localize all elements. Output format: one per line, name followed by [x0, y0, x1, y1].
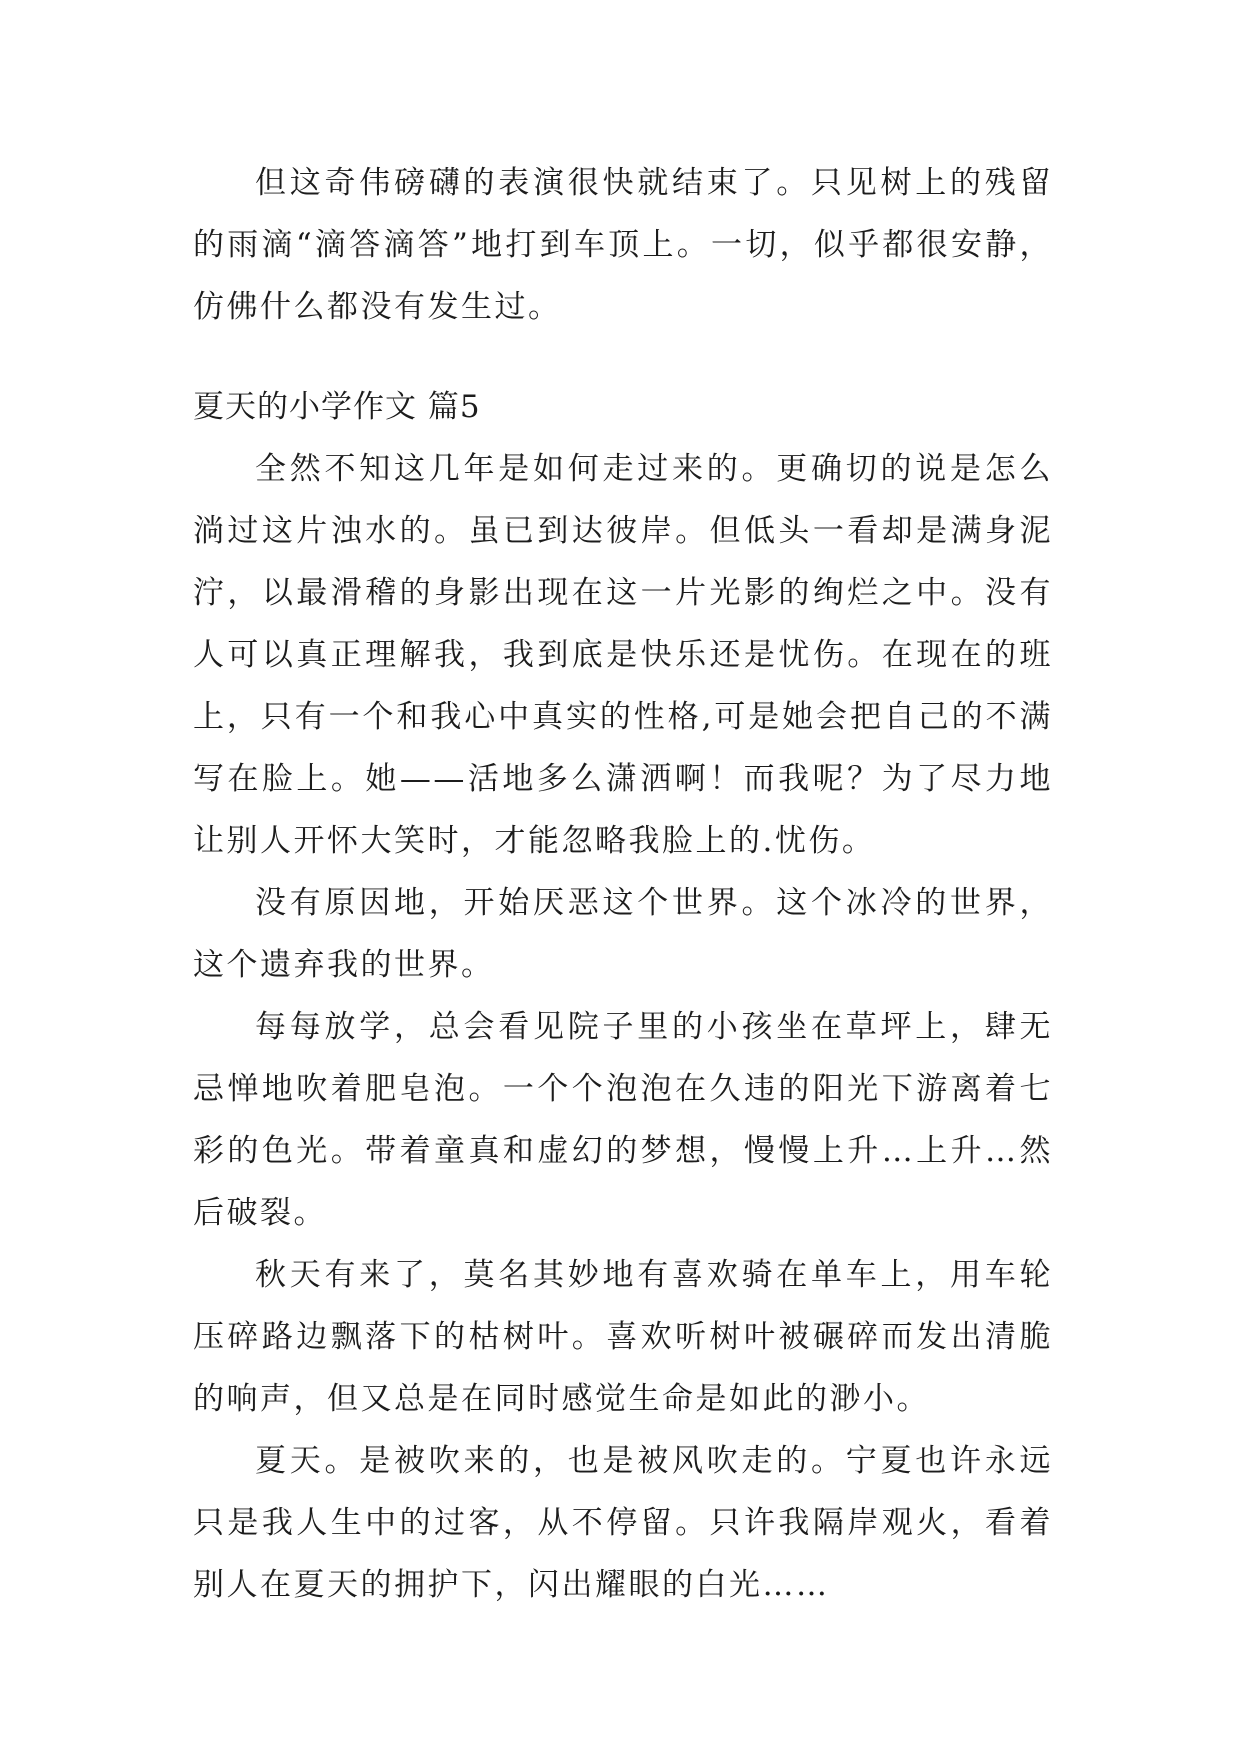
body-paragraph-5: 夏天。是被吹来的，也是被风吹走的。宁夏也许永远只是我人生中的过客，从不停留。只许我隔岸观火，看着别人在夏天的拥护下，闪出耀眼的白光…… [193, 1443, 1053, 1603]
body-paragraph-2: 没有原因地，开始厌恶这个世界。这个冰冷的世界，这个遗弃我的世界。 [193, 885, 1053, 983]
section-title: 夏天的小学作文 篇5 [193, 389, 481, 425]
document-body [193, 152, 1053, 1616]
body-paragraph-3: 每每放学，总会看见院子里的小孩坐在草坪上，肆无忌惮地吹着肥皂泡。一个个泡泡在久违的阳光下游离着七彩的色光。带着童真和虚幻的梦想，慢慢上升…上升…然后破裂。 [193, 1009, 1053, 1231]
intro-paragraph: 但这奇伟磅礴的表演很快就结束了。只见树上的残留的雨滴“滴答滴答”地打到车顶上。一切，似乎都很安静，仿佛什么都没有发生过。 [193, 165, 1053, 325]
body-paragraph-1: 全然不知这几年是如何走过来的。更确切的说是怎么淌过这片浊水的。虽已到达彼岸。但低头一看却是满身泥泞，以最滑稽的身影出现在这一片光影的绚烂之中。没有人可以真正理解我，我到底是快乐还是忧伤。在现在的班上，只有一个和我心中真实的性格,可是她会把自己的不满写在脸上。她——活地多么潇洒啊！而我呢？为了尽力地让别人开怀大笑时，才能忽略我脸上的.忧伤。 [193, 451, 1053, 859]
body-paragraph-4: 秋天有来了，莫名其妙地有喜欢骑在单车上，用车轮压碎路边飘落下的枯树叶。喜欢听树叶被碾碎而发出清脆的响声，但又总是在同时感觉生命是如此的渺小。 [193, 1257, 1053, 1417]
